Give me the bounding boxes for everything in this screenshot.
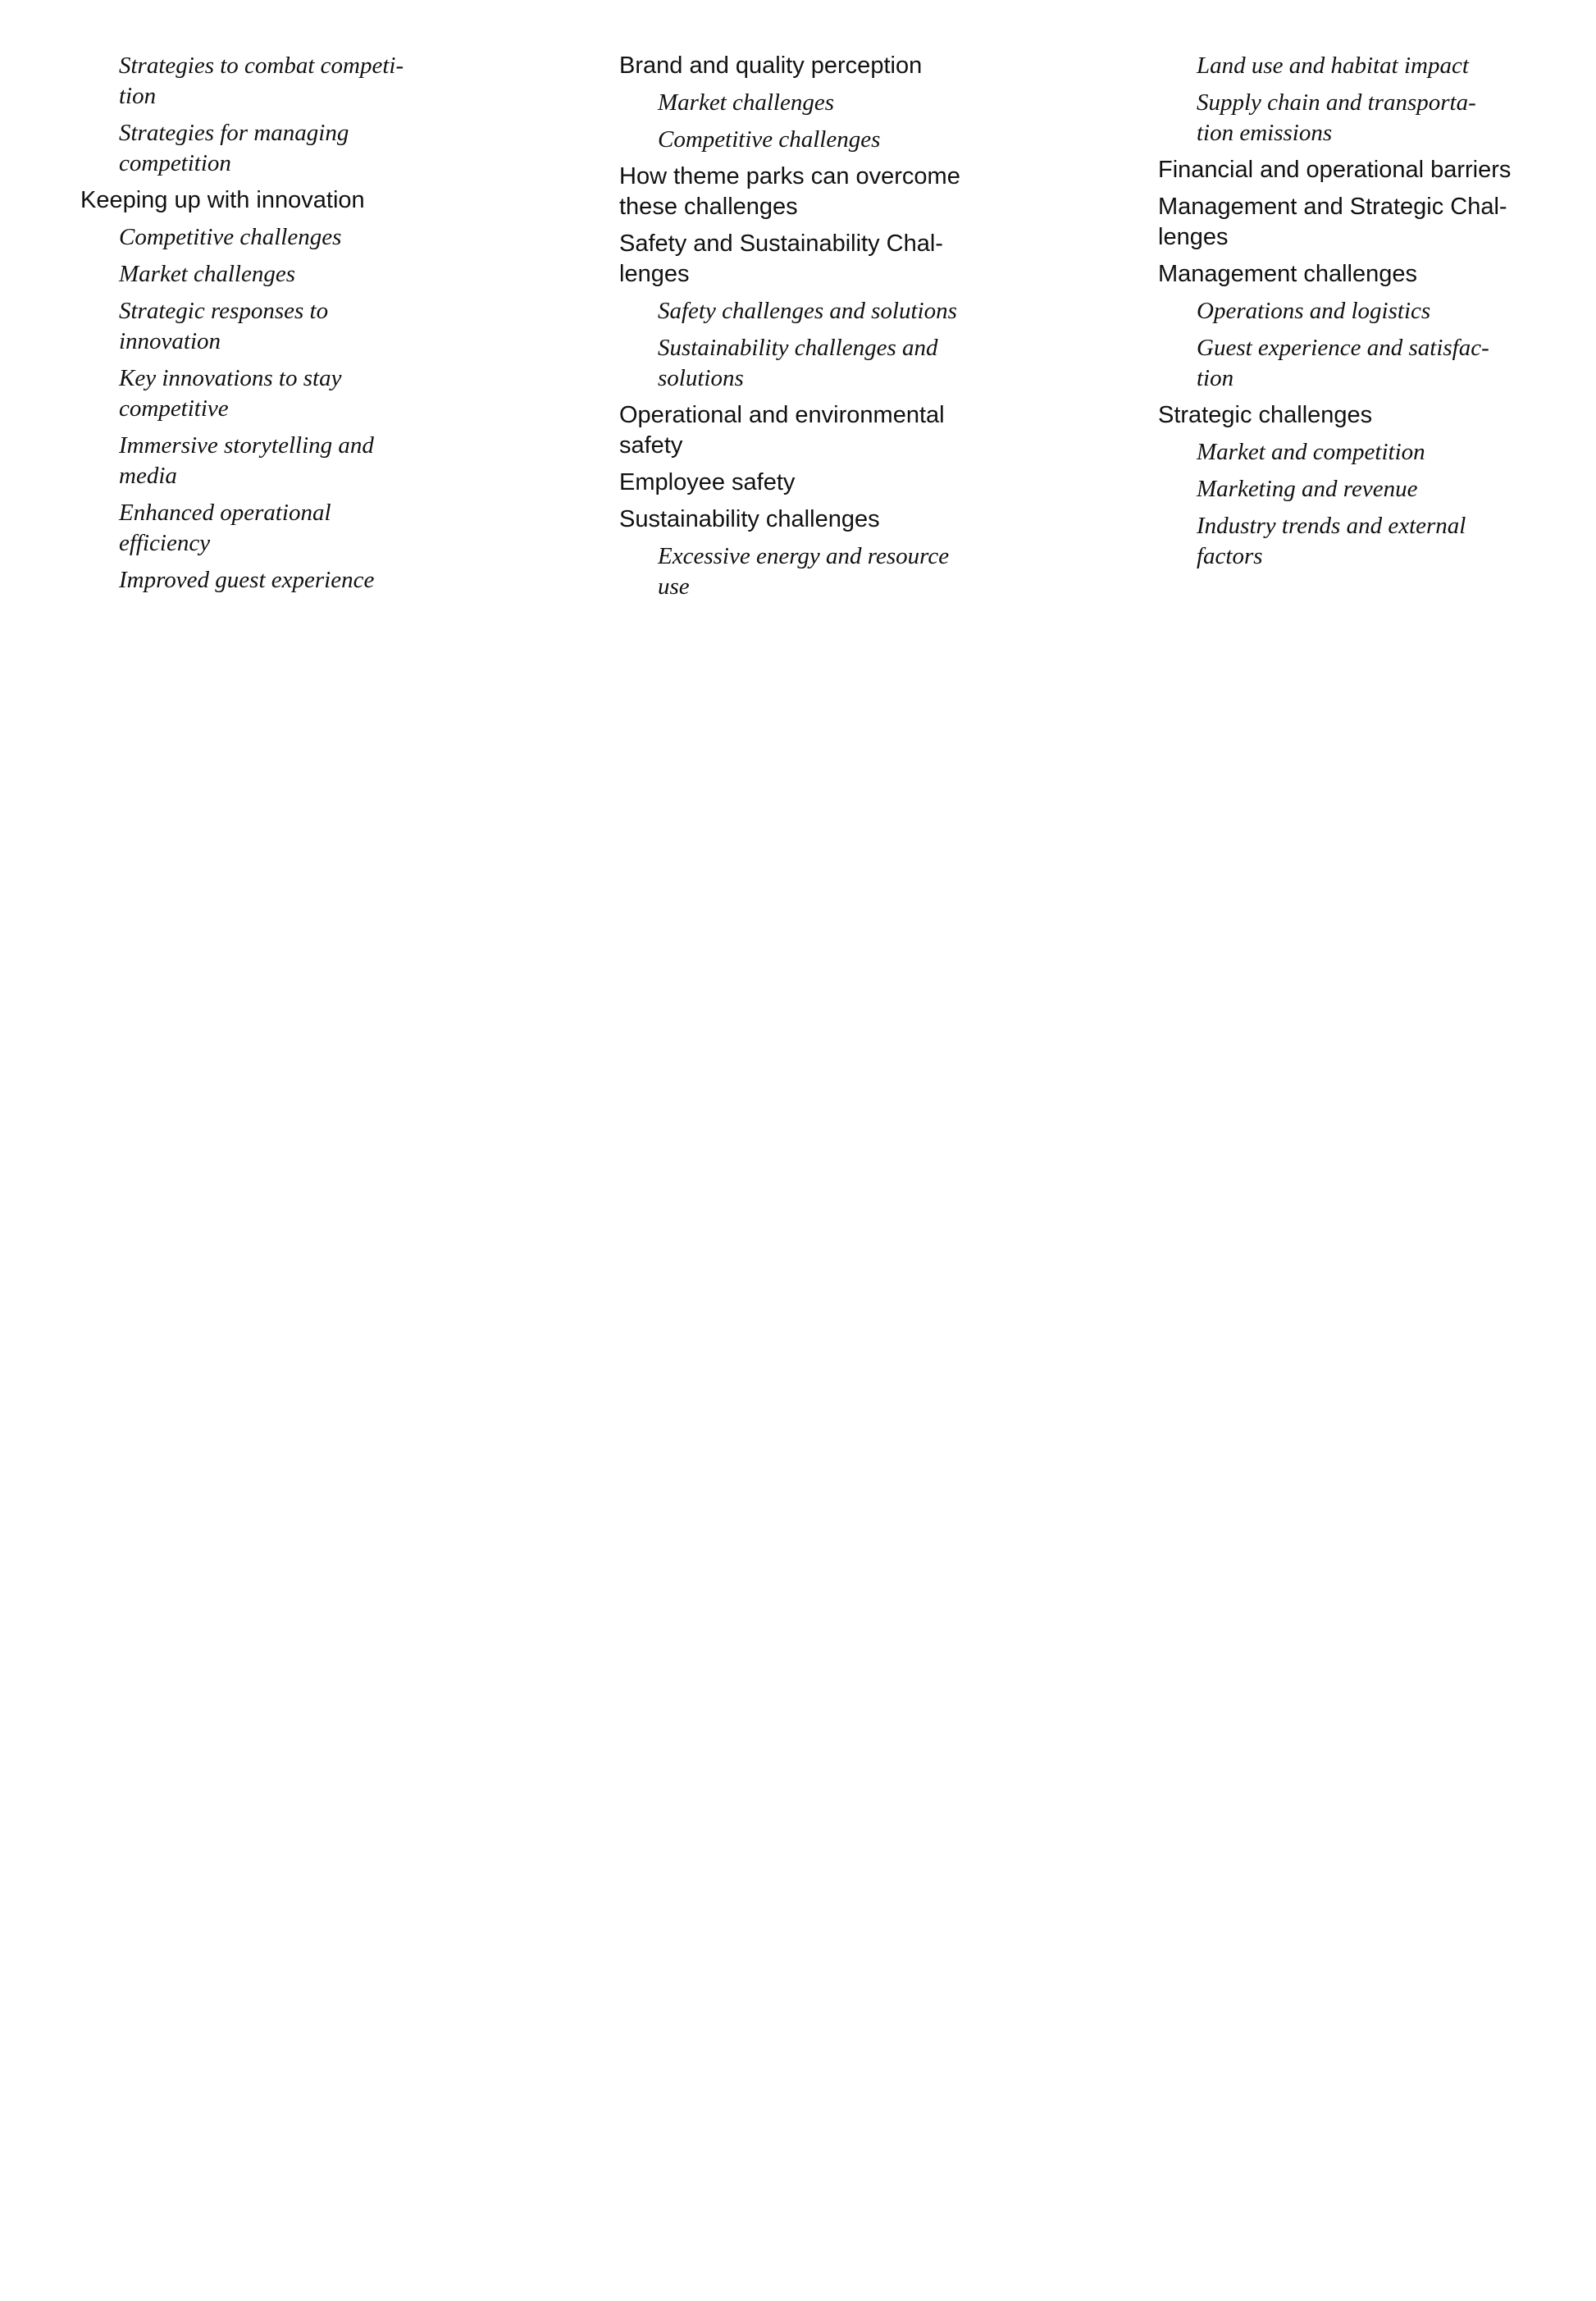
toc-column-2 bbox=[619, 51, 1017, 609]
toc-subheading-entry[interactable]: Guest experience and satisfac- tion bbox=[1197, 335, 1489, 391]
toc-subheading-entry[interactable]: Sustainability challenges and solutions bbox=[658, 335, 938, 391]
toc-heading-entry[interactable]: Management and Strategic Chal- lenges bbox=[1158, 194, 1507, 250]
toc-subheading-entry[interactable]: Market challenges bbox=[658, 89, 835, 116]
toc-subheading-entry[interactable]: Excessive energy and resource use bbox=[658, 543, 950, 600]
toc-heading-entry[interactable]: Sustainability challenges bbox=[619, 506, 880, 532]
toc-subheading-entry[interactable]: Improved guest experience bbox=[119, 567, 375, 593]
toc-subheading-entry[interactable]: Industry trends and external factors bbox=[1197, 513, 1466, 569]
toc-subheading-entry[interactable]: Market and competition bbox=[1197, 439, 1425, 465]
toc-heading-entry[interactable]: Strategic challenges bbox=[1158, 402, 1373, 428]
toc-subheading-entry[interactable]: Competitive challenges bbox=[119, 224, 342, 250]
toc-subheading-entry[interactable]: Immersive storytelling and media bbox=[119, 432, 374, 489]
toc-subheading-entry[interactable]: Key innovations to stay competitive bbox=[119, 365, 342, 422]
toc-heading-entry[interactable]: Management challenges bbox=[1158, 261, 1417, 287]
toc-subheading-entry[interactable]: Strategies to combat competi- tion bbox=[119, 53, 404, 109]
toc-subheading-entry[interactable]: Strategies for managing competition bbox=[119, 120, 349, 176]
toc-subheading-entry[interactable]: Land use and habitat impact bbox=[1197, 53, 1469, 79]
toc-subheading-entry[interactable]: Competitive challenges bbox=[658, 126, 881, 153]
toc-subheading-entry[interactable]: Market challenges bbox=[119, 261, 296, 287]
toc-heading-entry[interactable]: Employee safety bbox=[619, 469, 796, 495]
toc-heading-entry[interactable]: Keeping up with innovation bbox=[80, 187, 365, 213]
toc-heading-entry[interactable]: Safety and Sustainability Chal- lenges bbox=[619, 231, 943, 287]
toc-heading-entry[interactable]: Financial and operational barriers bbox=[1158, 157, 1512, 183]
toc-column-3 bbox=[1158, 51, 1556, 578]
toc-heading-entry[interactable]: How theme parks can overcome these challenges bbox=[619, 163, 960, 220]
toc-heading-entry[interactable]: Operational and environmental safety bbox=[619, 402, 945, 459]
toc-subheading-entry[interactable]: Operations and logistics bbox=[1197, 298, 1431, 324]
toc-subheading-entry[interactable]: Strategic responses to innovation bbox=[119, 298, 329, 354]
toc-heading-entry[interactable]: Brand and quality perception bbox=[619, 53, 923, 79]
toc-subheading-entry[interactable]: Safety challenges and solutions bbox=[658, 298, 957, 324]
toc-subheading-entry[interactable]: Marketing and revenue bbox=[1197, 476, 1418, 502]
toc-subheading-entry[interactable]: Enhanced operational efficiency bbox=[119, 500, 331, 556]
toc-column-1 bbox=[80, 51, 458, 602]
toc-subheading-entry[interactable]: Supply chain and transporta- tion emissions bbox=[1197, 89, 1476, 146]
